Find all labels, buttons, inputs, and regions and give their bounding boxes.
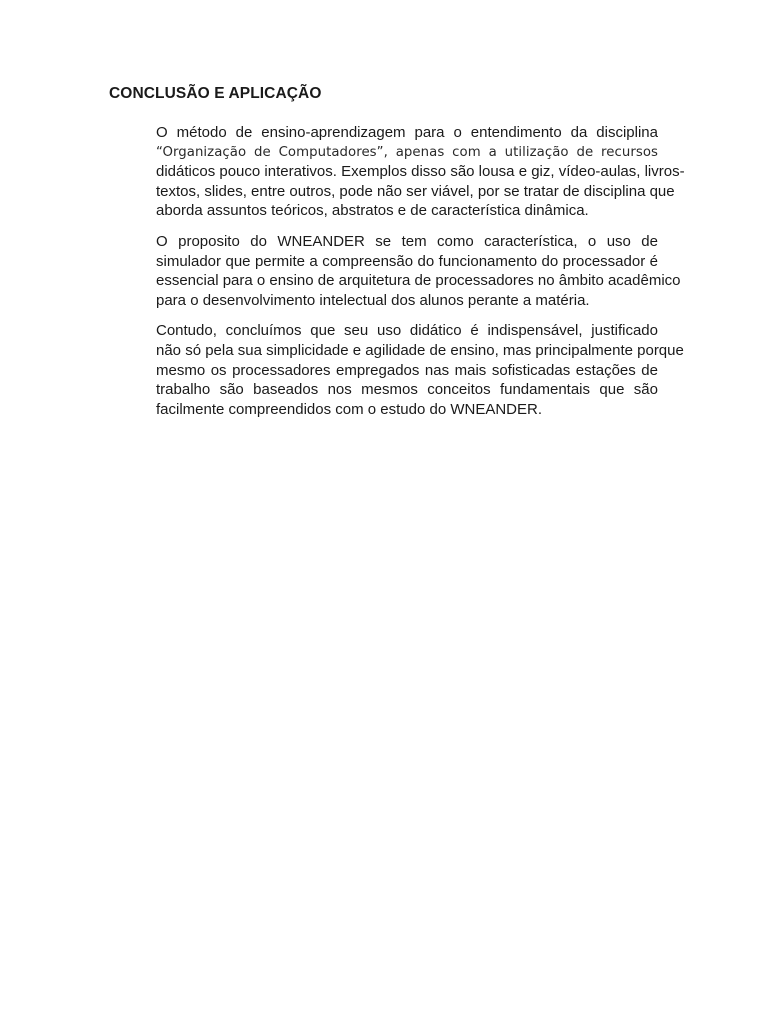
paragraph-line: essencial para o ensino de arquitetura de processadores no âmbito acadêmico <box>156 272 681 290</box>
paragraph-3 <box>109 321 684 419</box>
paragraph-line: O proposito do WNEANDER se tem como característica, o uso de <box>156 232 658 250</box>
paragraph-line: aborda assuntos teóricos, abstratos e de característica dinâmica. <box>156 202 589 220</box>
paragraph-line: trabalho são baseados nos mesmos conceitos fundamentais que são <box>156 381 658 399</box>
paragraph-line: não só pela sua simplicidade e agilidade de ensino, mas principalmente porque <box>156 341 684 359</box>
paragraph-line: O método de ensino-aprendizagem para o entendimento da disciplina <box>156 124 658 141</box>
paragraph-line: textos, slides, entre outros, pode não ser viável, por se tratar de disciplina que <box>156 182 675 200</box>
section-title: CONCLUSÃO E APLICAÇÃO <box>109 85 322 102</box>
paragraph-line: simulador que permite a compreensão do funcionamento do processador é <box>156 252 658 270</box>
paragraph-line: didáticos pouco interativos. Exemplos disso são lousa e giz, vídeo-aulas, livros- <box>156 163 685 181</box>
paragraph-line: para o desenvolvimento intelectual dos alunos perante a matéria. <box>156 291 590 309</box>
paragraph-2 <box>109 232 681 310</box>
paragraph-line: facilmente compreendidos com o estudo do WNEANDER. <box>156 400 543 418</box>
paragraph-line: “Organização de Computadores”, apenas com a utilização de recursos <box>156 144 658 160</box>
document-body <box>109 84 685 430</box>
paragraph-line: Contudo, concluímos que seu uso didático é indispensável, justificado <box>156 322 658 340</box>
paragraph-line: mesmo os processadores empregados nas mais sofisticadas estações de <box>156 361 658 379</box>
paragraph-1 <box>109 123 685 221</box>
